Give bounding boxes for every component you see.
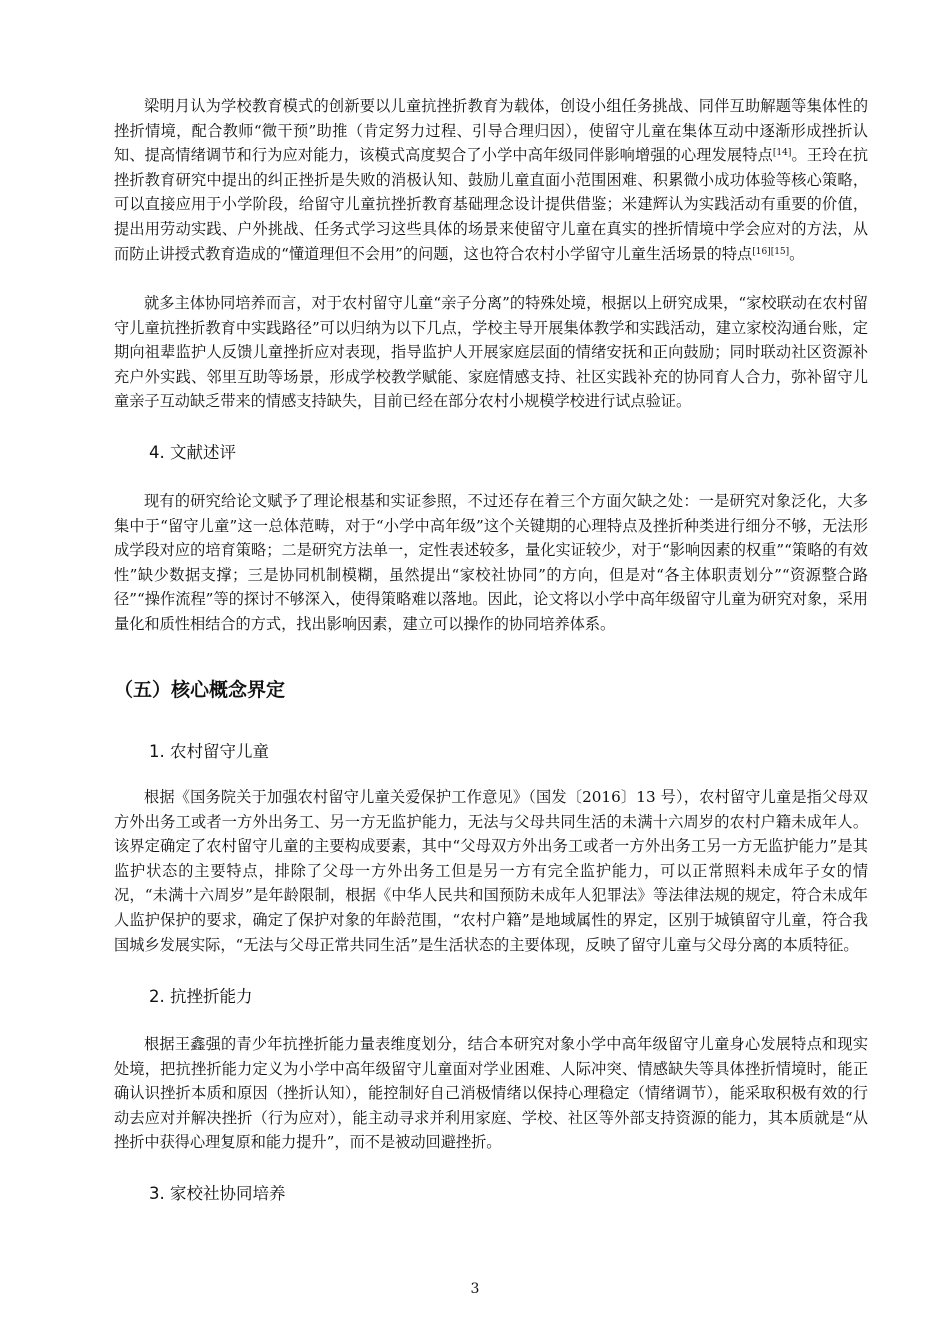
page-number: 3 — [470, 1281, 480, 1297]
section-heading-core-concepts: （五）核心概念界定 — [114, 679, 286, 701]
heading-collaborative-cultivation: 3. 家校社协同培养 — [149, 1184, 286, 1203]
citation: [14] — [772, 148, 792, 159]
heading-anti-frustration-ability: 2. 抗挫折能力 — [149, 987, 253, 1006]
paragraph-definition-anti-frustration: 根据王鑫强的青少年抗挫折能力量表维度划分，结合本研究对象小学中高年级留守儿童身心发展特点和现实处境，把抗挫折能力定义为小学中高年级留守儿童面对学业困难、人际冲突、情感缺失等具体挫折情境时，能正确认识挫折本质和原因（挫折认知），能控制好自己消极情绪以保持心理稳定（情绪调节），能采取积极有效的行动去应对并解决挫折（行为应对），能主动寻求并利用家庭、学校、社区等外部支持资源的能力，其本质就是“从挫折中获得心理复原和能力提升”，而不是被动回避挫折。 — [114, 1035, 868, 1152]
paragraph-text: 。王玲在抗挫折教育研究中提出的纠正挫折是失败的消极认知、鼓励儿童直面小范围困难、积累微小成功体验等核心策略，可以直接应用于小学阶段，给留守儿童抗挫折教育基础理念设计提供借鉴；米建辉认为实践活动有重要的价值，提出用劳动实践、户外挑战、任务式学习这些具体的场景来使留守儿童在真实的挫折情境中学会应对的方法，从而防止讲授式教育造成的“懂道理但不会用”的问题，这也符合农村小学留守儿童生活场景的特点 — [114, 146, 869, 263]
paragraph-liang-mingyue — [114, 94, 868, 266]
heading-literature-review: 4. 文献述评 — [149, 443, 236, 462]
citation: [16][15] — [752, 246, 790, 257]
paragraph-definition-left-behind: 根据《国务院关于加强农村留守儿童关爱保护工作意见》（国发〔2016〕13 号），农村留守儿童是指父母双方外出务工或者一方外出务工、另一方无监护能力，无法与父母共同生活的未满十六周岁的农村户籍未成年人。该界定确定了农村留守儿童的主要构成要素，其中“父母双方外出务工或者一方外出务工另一方无监护能力”是其监护状态的主要特点，排除了父母一方外出务工但是另一方有完全监护能力，可以正常照料未成年子女的情况，“未满十六周岁”是年龄限制，根据《中华人民共和国预防未成年人犯罪法》等法律法规的规定，符合未成年人监护保护的要求，确定了保护对象的年龄范围，“农村户籍”是地域属性的界定，区别于城镇留守儿童，符合我国城乡发展实际，“无法与父母正常共同生活”是生活状态的主要体现，反映了留守儿童与父母分离的本质特征。 — [114, 788, 868, 954]
heading-rural-left-behind-children: 1. 农村留守儿童 — [149, 742, 269, 761]
paragraph-text: 梁明月认为学校教育模式的创新要以儿童抗挫折教育为载体，创设小组任务挑战、同伴互助解题等集体性的挫折情境，配合教师“微干预”助推（肯定努力过程、引导合理归因），使留守儿童在集体互动中逐渐形成挫折认知、提高情绪调节和行为应对能力，该模式高度契合了小学中高年级同伴影响增强的心理发展特点 — [114, 97, 868, 165]
paragraph-review: 现有的研究给论文赋予了理论根基和实证参照，不过还存在着三个方面欠缺之处：一是研究对象泛化，大多集中于“留守儿童”这一总体范畴，对于“小学中高年级”这个关键期的心理特点及挫折种类进行细分不够，无法形成学段对应的培育策略；二是研究方法单一，定性表述较多，量化实证较少，对于“影响因素的权重”“策略的有效性”缺少数据支撑；三是协同机制模糊，虽然提出“家校社协同”的方向，但是对“各主体职责划分”“资源整合路径”“操作流程”等的探讨不够深入，使得策略难以落地。因此，论文将以小学中高年级留守儿童为研究对象，采用量化和质性相结合的方式，找出影响因素，建立可以操作的协同培养体系。 — [114, 492, 868, 633]
paragraph-multi-subject: 就多主体协同培养而言，对于农村留守儿童“亲子分离”的特殊处境，根据以上研究成果，“家校联动在农村留守儿童抗挫折教育中实践路径”可以归纳为以下几点，学校主导开展集体教学和实践活动，建立家校沟通台账，定期向祖辈监护人反馈儿童挫折应对表现，指导监护人开展家庭层面的情绪安抚和正向鼓励；同时联动社区资源补充户外实践、邻里互助等场景，形成学校教学赋能、家庭情感支持、社区实践补充的协同育人合力，弥补留守儿童亲子互动缺乏带来的情感支持缺失，目前已经在部分农村小规模学校进行试点验证。 — [114, 294, 868, 411]
paragraph-text: 。 — [789, 244, 805, 263]
